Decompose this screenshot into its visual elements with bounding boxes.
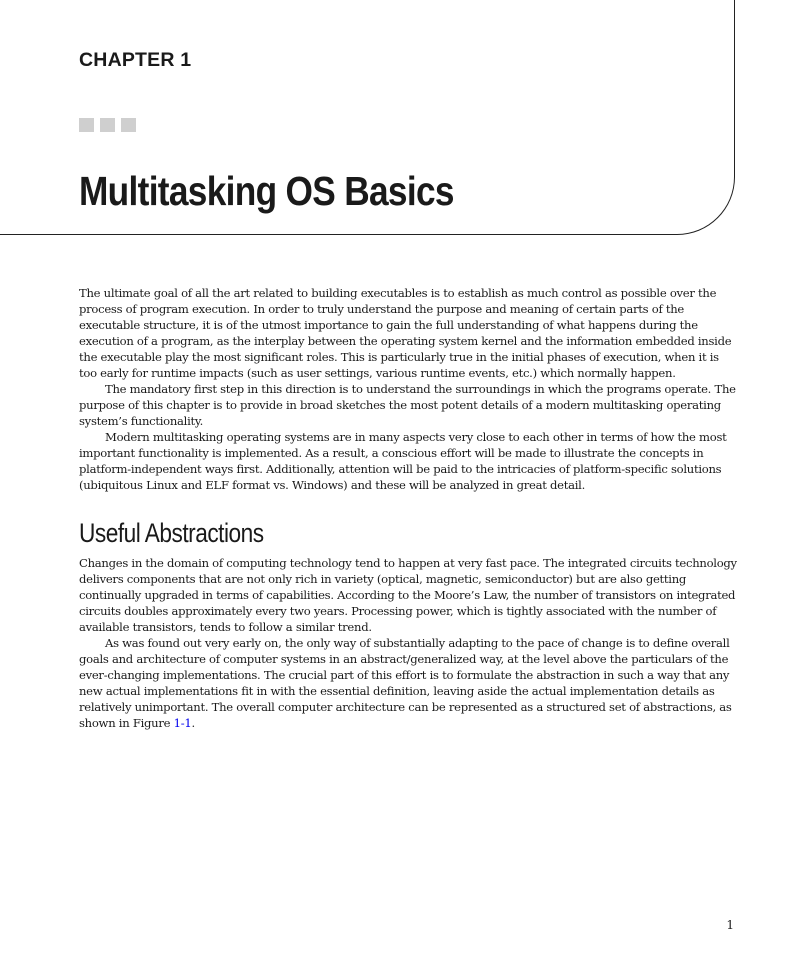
intro-paragraph-1: The ultimate goal of all the art related to building executables is to establish as much control as possible over the process of program execution. In order to truly understand the purpose and meaning of certain parts of the executable structure, it is of the utmost importance to gain the full understanding of what happens during the execution of a program, as the interplay between the operating system kernel and the information embedded inside the executable play the most significant roles. This is particularly true in the initial phases of execution, when it is too early for runtime impacts (such as user settings, various runtime events, etc.) which normally happen. xyxy=(79,286,732,380)
section-paragraph-1: Changes in the domain of computing technology tend to happen at very fast pace. The integrated circuits technology delivers components that are not only rich in variety (optical, magnetic, semiconductor) but are also getting continually upgraded in terms of capabilities. According to the Moore’s Law, the number of transistors on integrated circuits doubles approximately every two years. Processing power, which is tightly associated with the number of available transistors, tends to follow a similar trend. xyxy=(79,556,737,634)
chapter-body xyxy=(79,285,737,731)
decorative-square xyxy=(79,118,94,132)
section-paragraph-2 xyxy=(79,635,737,731)
section-heading: Useful Abstractions xyxy=(79,518,264,548)
chapter-label: CHAPTER 1 xyxy=(79,49,192,71)
intro-paragraph-2: The mandatory first step in this direction is to understand the surroundings in which the programs operate. The purpose of this chapter is to provide in broad sketches the most potent details of a modern multitasking operating system’s functionality. xyxy=(79,382,736,428)
intro-paragraph-3: Modern multitasking operating systems are in many aspects very close to each other in terms of how the most important functionality is implemented. As a result, a conscious effort will be made to illustrate the concepts in platform-independent ways first. Additionally, attention will be paid to the intricacies of platform-specific solutions (ubiquitous Linux and ELF format vs. Windows) and these will be analyzed in great detail. xyxy=(79,430,727,492)
chapter-title: Multitasking OS Basics xyxy=(79,168,454,214)
decorative-squares xyxy=(79,118,136,132)
decorative-square xyxy=(100,118,115,132)
section-paragraph-2-text: As was found out very early on, the only way of substantially adapting to the pace of change is to define overall goals and architecture of computer systems in an abstract/generalized way, at the level above the particulars of the ever-changing implementations. The crucial part of this effort is to formulate the abstraction in such a way that any new actual implementations fit in with the essential definition, leaving aside the actual implementation details as relatively unimportant. The overall computer architecture can be represented as a structured set of abstractions, as shown in Figure xyxy=(79,636,732,730)
figure-reference-link[interactable]: 1-1 xyxy=(173,716,192,730)
section-paragraph-2-end: . xyxy=(191,716,195,730)
page-number: 1 xyxy=(726,918,734,932)
decorative-square xyxy=(121,118,136,132)
